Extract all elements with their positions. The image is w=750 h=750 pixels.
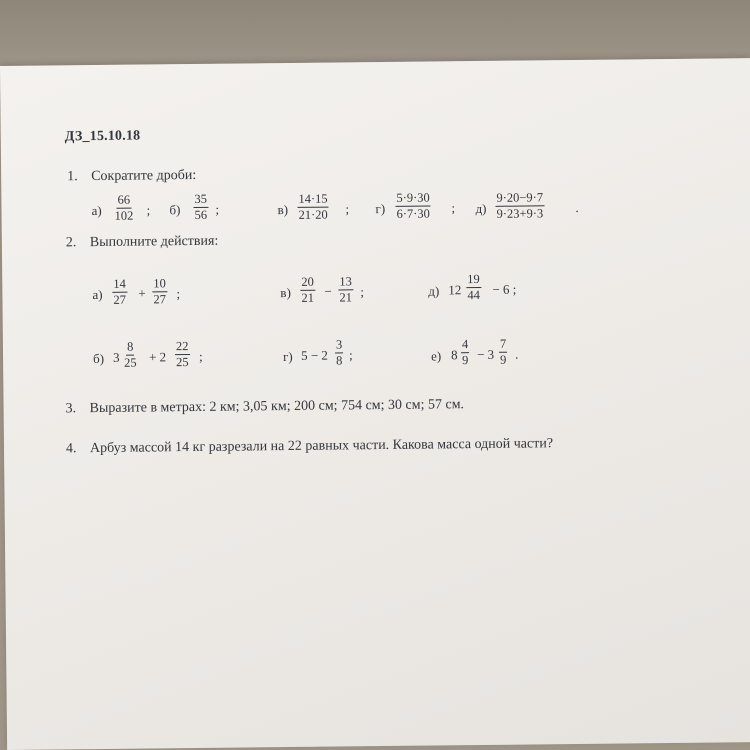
task2-g-numerator: 3: [335, 337, 343, 353]
task2-v-label: в): [280, 284, 291, 301]
task2-v-separator: ;: [360, 284, 365, 300]
task2-b-fraction-1: [123, 340, 138, 371]
task2-e-fraction-2: [499, 337, 508, 368]
task1-v-denominator: 21·20: [298, 207, 328, 222]
task2-v-denominator-2: 21: [339, 290, 353, 305]
task2-d-numerator: 19: [466, 272, 481, 288]
task2-d-denominator: 44: [467, 287, 480, 303]
task2-b-label: б): [92, 350, 105, 367]
task1-a-separator: ;: [146, 202, 151, 218]
task1-g-fraction: [395, 190, 431, 221]
task1-d-numerator: 9·20−9·7: [495, 190, 544, 207]
task1-g-separator: ;: [451, 200, 456, 216]
task1-g-numerator: 5·9·30: [395, 190, 430, 206]
task2-number: 2.: [65, 235, 77, 251]
task2-text: Выполните действия:: [89, 233, 219, 251]
task1-v-numerator: 14·15: [297, 192, 328, 208]
task2-e-period: .: [514, 346, 519, 362]
task2-b-operator: + 2: [148, 349, 167, 365]
task2-g-fraction: [335, 337, 344, 368]
task2-e-fraction-1: [461, 337, 470, 368]
task3-number: 3.: [65, 401, 77, 417]
task2-a-numerator-2: 10: [152, 276, 167, 292]
task2-e-denominator-2: 9: [500, 352, 507, 367]
task3-text: Выразите в метрах: 2 км; 3,05 км; 200 см; 754 см; 30 см; 57 см.: [89, 397, 465, 417]
task2-v-denominator-1: 21: [301, 290, 315, 305]
task1-b-fraction: [193, 192, 208, 223]
task2-d-whole: 12: [448, 282, 462, 298]
task2-e-operator: − 3: [476, 346, 495, 363]
task2-e-denominator-1: 9: [462, 353, 469, 368]
task2-a-separator: ;: [176, 286, 181, 302]
task2-e-label: е): [430, 348, 442, 364]
task2-v-operator: −: [324, 283, 332, 299]
task2-d-label: д): [428, 283, 440, 299]
task2-e-numerator-2: 7: [499, 337, 507, 353]
task2-g-separator: ;: [348, 347, 353, 363]
task1-b-numerator: 35: [193, 192, 208, 208]
task2-b-fraction-2: [175, 339, 190, 370]
task1-d-period: .: [575, 199, 579, 215]
task1-g-label: г): [375, 200, 386, 217]
task4-text: Арбуз массой 14 кг разрезали на 22 равных части. Какова масса одной части?: [89, 436, 554, 457]
task2-b-numerator-1: 8: [126, 340, 134, 356]
task2-a-label: а): [92, 286, 103, 303]
task2-g-denominator: 8: [336, 353, 343, 368]
task1-a-fraction: [113, 193, 134, 224]
task1-v-label: в): [277, 201, 289, 218]
task2-a-numerator-1: 14: [112, 277, 127, 293]
task1-text: Сократите дроби:: [91, 167, 197, 185]
task2-g-expression: 5 − 2: [300, 347, 328, 363]
task1-v-fraction: [297, 192, 328, 223]
task2-v-numerator-1: 20: [300, 275, 315, 291]
page-title: ДЗ_15.10.18: [64, 128, 141, 145]
task1-b-label: б): [169, 202, 181, 218]
task2-a-fraction-1: [112, 277, 127, 308]
task4-number: 4.: [65, 441, 77, 457]
task1-d-fraction: [495, 190, 544, 222]
task1-number: 1.: [67, 169, 78, 185]
task2-e-numerator-1: 4: [461, 337, 469, 353]
task1-b-denominator: 56: [194, 207, 208, 222]
task1-a-label: а): [91, 202, 102, 219]
task1-d-label: д): [475, 200, 487, 217]
task2-v-numerator-2: 13: [338, 274, 353, 290]
task2-g-label: г): [282, 348, 293, 365]
task1-b-separator: ;: [215, 201, 220, 217]
task2-b-whole-1: 3: [112, 349, 120, 365]
task2-v-fraction-1: [300, 275, 315, 306]
task2-a-fraction-2: [152, 276, 167, 307]
task2-b-numerator-2: 22: [175, 339, 190, 355]
task2-a-denominator-2: 27: [153, 292, 167, 307]
task1-v-separator: ;: [345, 201, 350, 217]
task1-a-denominator: 102: [114, 208, 134, 223]
task1-g-denominator: 6·7·30: [396, 206, 430, 221]
task2-a-operator: +: [138, 285, 146, 301]
task2-a-denominator-1: 27: [113, 292, 127, 307]
task2-b-denominator-2: 25: [176, 355, 189, 370]
task2-e-whole-1: 8: [450, 347, 458, 363]
task2-v-fraction-2: [338, 274, 353, 305]
task1-a-numerator: 66: [116, 193, 131, 209]
task1-d-denominator: 9·23+9·3: [496, 206, 544, 221]
task2-d-fraction: [466, 272, 481, 303]
worksheet-paper: [0, 58, 750, 750]
task2-b-denominator-1: 25: [124, 355, 137, 370]
task2-d-rest: − 6 ;: [492, 281, 517, 297]
task2-b-separator: ;: [198, 348, 203, 364]
